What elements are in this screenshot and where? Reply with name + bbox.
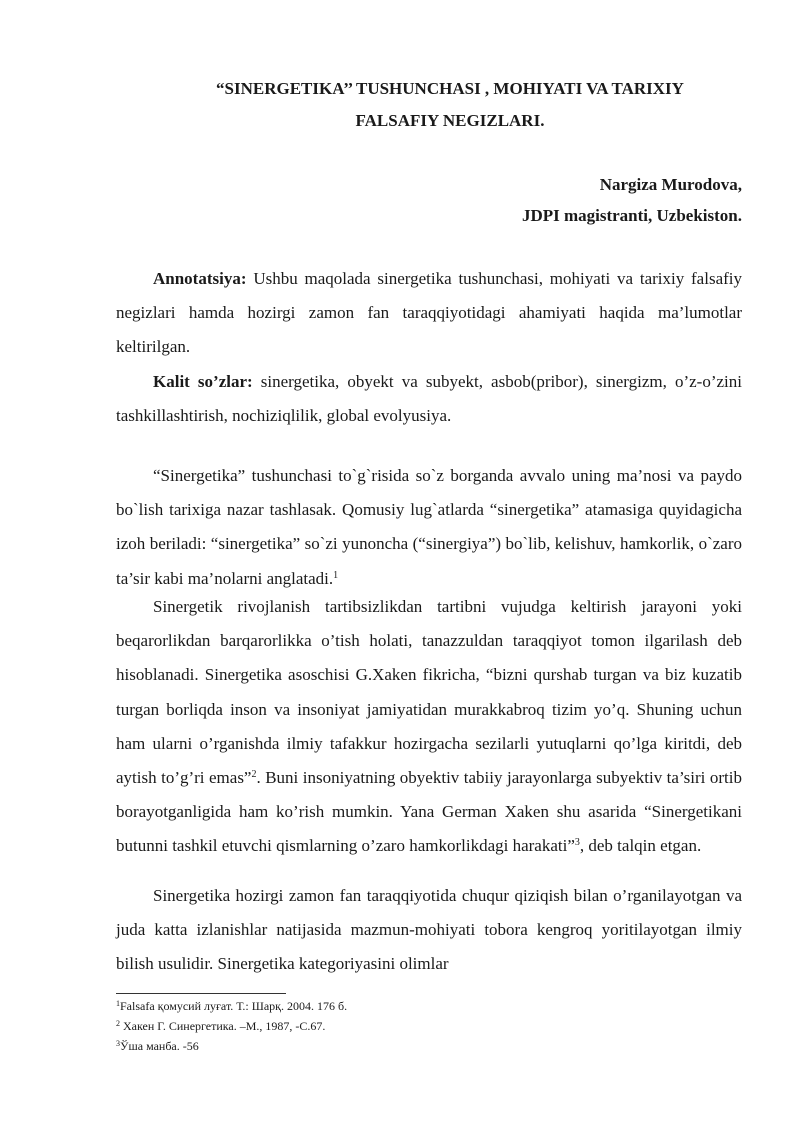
title-line-2: FALSAFIY NEGIZLARI. [355, 111, 545, 130]
footnote-text: Falsafa қомусий луғат. Т.: Шарқ. 2004. 176 б. [120, 999, 348, 1013]
keywords-text: sinergetika, obyekt va subyekt, asbob(pribor), sinergizm, o’z-o’zini tashkillashtirish, nochiziqlilik, global evolyusiya. [116, 372, 742, 426]
author-name: Nargiza Murodova, [599, 175, 742, 194]
footnote-text: Хакен Г. Синергетика. –М., 1987, -С.67. [120, 1019, 326, 1033]
keywords-label: Kalit so’zlar: [153, 372, 253, 391]
body-text: . Buni insoniyatning obyektiv tabiiy jarayonlarga subyektiv ta’siri ortib borayotganligida ham ko’rish mumkin. Yana German Xaken shu asarida “Sinergetikani butunni tashkil etuvchi qismlarning o’zaro hamkorlikdagi harakati” [116, 768, 742, 856]
keywords-paragraph [116, 365, 742, 433]
footnote-2 [116, 1019, 325, 1033]
author-affiliation: JDPI magistranti, Uzbekiston. [521, 206, 742, 225]
body-text: Sinergetika hozirgi zamon fan taraqqiyotida chuqur qiziqish bilan o’rganilayotgan va juda katta izlanishlar natijasida mazmun-mohiyati tobora kengroq yoritilayotgan ilmiy bilish usulidir. Sinergetika kategoriyasini olimlar [116, 886, 742, 974]
footnote-1 [116, 999, 347, 1013]
footnote-text: Ўша манба. -56 [120, 1039, 199, 1053]
annotation-paragraph [116, 262, 742, 365]
annotation-text: Ushbu maqolada sinergetika tushunchasi, mohiyati va tarixiy falsafiy negizlari hamda hozirgi zamon fan taraqqiyotidagi ahamiyati haqida ma’lumotlar keltirilgan. [116, 269, 742, 357]
footnote-ref[interactable]: 1 [333, 569, 339, 581]
footnote-number: 3 [116, 1039, 120, 1048]
footnote-number: 1 [116, 999, 120, 1008]
body-text: “Sinergetika” tushunchasi to`g`risida so`z borganda avvalo uning ma’nosi va paydo bo`lish tarixiga nazar tashlasak. Qomusiy lug`atlarda “sinergetika” atamasiga quyidagicha izoh beriladi: “sinergetika” so`zi yunoncha (“sinergiya”) bo`lib, kelishuv, hamkorlik, o`zaro ta’sir kabi ma’nolarni anglatadi. [116, 466, 742, 588]
footnote-ref[interactable]: 2 [251, 769, 257, 781]
annotation-label: Annotatsiya: [153, 269, 247, 288]
body-text: Sinergetik rivojlanish tartibsizlikdan tartibni vujudga keltirish jarayoni yoki beqarorlikdan barqarorlikka o’tish holati, tanazzuldan taraqqiyot tomon ilgarilash deb hisoblanadi. Sinergetika asoschisi G.Xaken fikricha, “bizni qurshab turgan va biz kuzatib turgan borliqda inson va insoniyat jamiyatidan murakkabroq tizim yo’q. Shuning uchun ham ularni o’rganishda ilmiy tafakkur hozirgacha sezilarli yutuqlarni qo’lga kiritdi, deb aytish to’g’ri emas” [116, 597, 742, 788]
body-paragraph-3 [116, 879, 742, 982]
body-paragraph-1 [116, 459, 742, 596]
footnote-3 [116, 1039, 199, 1053]
footnote-ref[interactable]: 3 [574, 837, 580, 849]
footnote-number: 2 [116, 1019, 120, 1028]
title-line-1: “SINERGETIKA’’ TUSHUNCHASI , MOHIYATI VA TARIXIY [216, 79, 684, 98]
footnote-divider [116, 993, 286, 994]
body-text: , deb talqin etgan. [579, 836, 702, 856]
body-paragraph-2 [116, 590, 742, 864]
